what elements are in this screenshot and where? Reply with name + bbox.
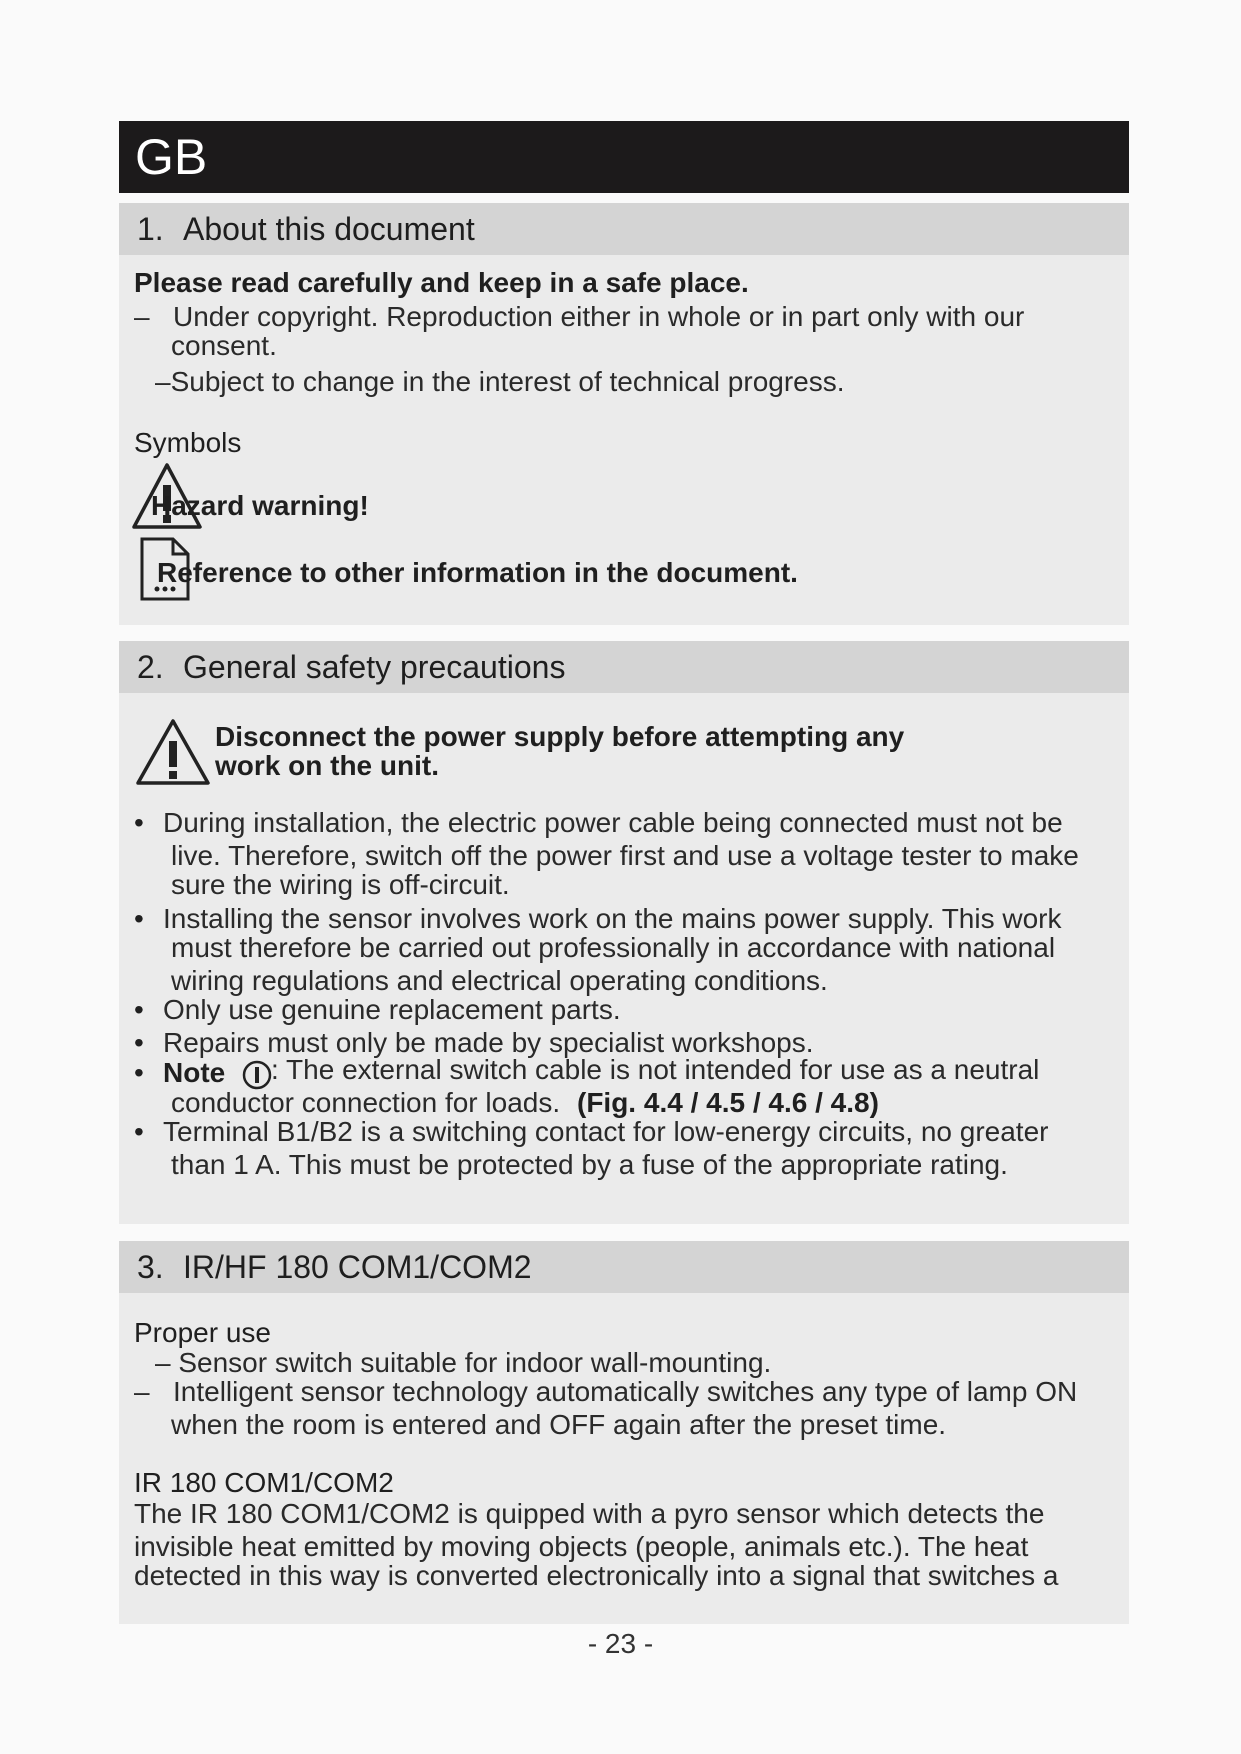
- warning-text: Disconnect the power supply before attempting any: [215, 721, 905, 752]
- bullet-icon: •: [134, 1057, 144, 1088]
- section-product: [119, 1241, 1129, 1624]
- bullet-line: must therefore be carried out professionally in accordance with national: [171, 932, 1056, 963]
- paragraph-line: The IR 180 COM1/COM2 is quipped with a pyro sensor which detects the: [134, 1498, 1045, 1529]
- list-item-line: consent.: [171, 330, 277, 361]
- section-heading: [119, 641, 1129, 693]
- bullet-line: Terminal B1/B2 is a switching contact for low-energy circuits, no greater: [163, 1116, 1049, 1147]
- bullet-line: wiring regulations and electrical operating conditions.: [171, 965, 828, 996]
- figure-reference: (Fig. 4.4 / 4.5 / 4.6 / 4.8): [577, 1087, 879, 1118]
- bullet-icon: •: [134, 807, 144, 838]
- page-number: - 23 -: [587, 1628, 654, 1659]
- bullet-icon: •: [134, 1116, 144, 1147]
- bullet-icon: •: [134, 994, 144, 1025]
- bullet-line: Only use genuine replacement parts.: [163, 994, 621, 1025]
- section-safety-precautions: [119, 641, 1129, 1224]
- proper-use-heading: Proper use: [134, 1317, 271, 1348]
- hazard-warning-label: Hazard warning!: [151, 490, 369, 521]
- section-heading: [119, 1241, 1129, 1293]
- section-title: IR/HF 180 COM1/COM2: [183, 1249, 532, 1285]
- section-number: 1.: [137, 211, 164, 247]
- language-header: GB: [119, 121, 1129, 193]
- warning-text: work on the unit.: [215, 750, 439, 781]
- section-number: 3.: [137, 1249, 164, 1285]
- list-item-line: Under copyright. Reproduction either in whole or in part only with our: [173, 301, 1025, 332]
- bullet-icon: •: [134, 1027, 144, 1058]
- list-item-line: when the room is entered and OFF again after the preset time.: [171, 1409, 947, 1440]
- bullet-line: conductor connection for loads.: [171, 1087, 561, 1118]
- bullet-line: sure the wiring is off-circuit.: [171, 869, 510, 900]
- section-title: General safety precautions: [183, 649, 566, 685]
- lead-text: Please read carefully and keep in a safe place.: [134, 267, 749, 298]
- list-item-line: Intelligent sensor technology automatically switches any type of lamp ON: [173, 1376, 1078, 1407]
- bullet-line: live. Therefore, switch off the power first and use a voltage tester to make: [171, 840, 1079, 871]
- section-heading: [119, 203, 1129, 255]
- symbols-heading: Symbols: [134, 427, 242, 458]
- list-item-dash: –: [134, 301, 150, 332]
- bullet-line: Installing the sensor involves work on the mains power supply. This work: [163, 903, 1062, 934]
- bullet-line: than 1 A. This must be protected by a fuse of the appropriate rating.: [171, 1149, 1008, 1180]
- section-number: 2.: [137, 649, 164, 685]
- list-item-line: –Subject to change in the interest of technical progress.: [155, 366, 845, 397]
- reference-label: Reference to other information in the document.: [157, 557, 798, 588]
- section-title: About this document: [183, 211, 475, 247]
- ir-heading: IR 180 COM1/COM2: [134, 1467, 394, 1498]
- list-item-dash: –: [134, 1376, 150, 1407]
- hazard-warning-icon: [135, 717, 211, 787]
- section-about-document: [119, 203, 1129, 625]
- paragraph-line: invisible heat emitted by moving objects (people, animals etc.). The heat: [134, 1531, 1029, 1562]
- paragraph-line: detected in this way is converted electronically into a signal that switches a: [134, 1560, 1059, 1591]
- note-label: Note: [163, 1057, 226, 1088]
- bullet-line: During installation, the electric power cable being connected must not be: [163, 807, 1063, 838]
- bullet-line: : The external switch cable is not intended for use as a neutral: [271, 1054, 1040, 1085]
- bullet-icon: •: [134, 903, 144, 934]
- list-item-line: – Sensor switch suitable for indoor wall-mounting.: [155, 1347, 772, 1378]
- bullet-line: Repairs must only be made by specialist workshops.: [163, 1027, 814, 1058]
